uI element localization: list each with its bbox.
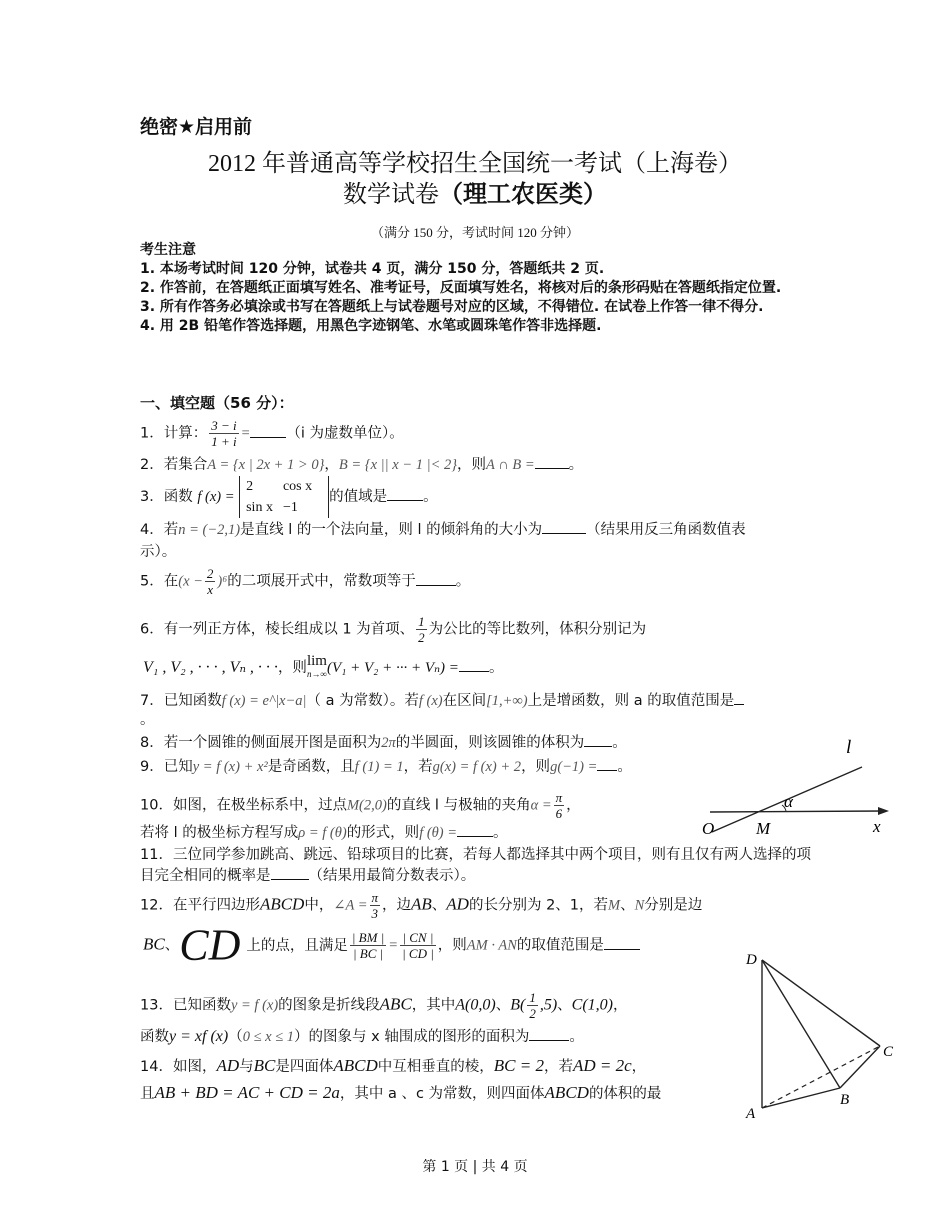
- q14-abcd-2: ABCD: [544, 1083, 589, 1102]
- det-entry: cos x: [282, 479, 313, 494]
- q6-limit: [307, 655, 327, 681]
- det-entry: −1: [282, 500, 298, 515]
- q12-abcd: ABCD: [259, 894, 305, 914]
- question-7: [140, 690, 744, 712]
- q10-point: M(2,0): [346, 797, 387, 814]
- q12-equals: =: [388, 937, 399, 954]
- q8-end: 。: [612, 735, 627, 751]
- exam-title: 2012 年普通高等学校招生全国统一考试（上海卷）: [208, 151, 742, 177]
- q12-ratio2-den: | CD |: [402, 946, 434, 961]
- q12-in: 中，: [304, 897, 334, 914]
- q12-ratio2-num: | CN |: [400, 930, 436, 946]
- q13-domain: 0 ≤ x ≤ 1: [242, 1029, 295, 1045]
- q5-suffix: 的二项展开式中，常数项等于: [227, 573, 416, 590]
- q8-answer-blank: [584, 732, 612, 747]
- q8-prefix: 8．若一个圆锥的侧面展开图是面积为: [140, 735, 382, 751]
- q4-body: 是直线 l 的一个法向量，则 l 的倾斜角的大小为: [240, 522, 543, 538]
- q8-body: 的半圆面，则该圆锥的体积为: [395, 735, 585, 751]
- q12-side: ，边: [382, 897, 412, 914]
- q12-lengths: 的长分别为 2、1，若: [468, 897, 609, 914]
- q12-denominator: 3: [371, 906, 378, 921]
- q3-determinant: [239, 476, 329, 518]
- q13-polyline: 的图象是折线段: [278, 997, 380, 1014]
- q10-line2-c: 。: [493, 825, 508, 841]
- q12-ab: AB: [411, 894, 432, 914]
- question-9: [140, 756, 632, 778]
- q3-end: 。: [423, 489, 438, 505]
- polar-coordinate-figure: [690, 735, 900, 840]
- q14-perp: 中互相垂直的棱，: [377, 1059, 494, 1075]
- q2-then: ，则: [457, 457, 487, 473]
- q7-interval: [1,+∞): [486, 693, 528, 709]
- note-item: 3. 所有作答务必填涂或书写在答题纸上与试卷题号对应的区域，不得错位. 在试卷上作答一律不得分.: [140, 299, 764, 315]
- label-alpha: α: [784, 792, 793, 811]
- q5-prefix: 5．在: [140, 573, 179, 590]
- q13-fraction: [527, 990, 538, 1021]
- q5-answer-blank: [416, 571, 456, 586]
- q9-end: 。: [617, 759, 632, 775]
- q12-ratio1-num: | BM |: [351, 930, 385, 945]
- q6-sum: (V₁ + V₂ + ··· + Vₙ) =: [326, 660, 459, 676]
- question-2: [140, 454, 583, 476]
- edge-db: [762, 960, 840, 1088]
- q13-end2: 。: [569, 1029, 584, 1045]
- q12-fraction: [370, 890, 381, 921]
- label-m: M: [756, 819, 771, 838]
- q12-answer-blank: [604, 935, 640, 950]
- question-14: [140, 1055, 646, 1078]
- axis-arrow: [878, 807, 889, 815]
- q10-line2-b: 的形式，则: [346, 825, 420, 841]
- q12-then: ，则: [437, 937, 467, 954]
- q3-function: f (x) =: [197, 489, 235, 505]
- subject-name: 数学试卷: [343, 180, 439, 208]
- label-x: x: [873, 817, 881, 836]
- q6-end: 。: [488, 660, 504, 676]
- tetrahedron-figure: [740, 948, 900, 1128]
- q12-dot-product: AM · AN: [466, 937, 517, 954]
- q13-prefix: 13．已知函数: [140, 997, 231, 1014]
- q9-expr-2: f (1) = 1: [354, 759, 404, 775]
- question-13-line2: [140, 1026, 584, 1048]
- q7-body-2: 在区间: [442, 693, 487, 709]
- q11-body: 11．三位同学参加跳高、跳远、铅球项目的比赛，若每人都选择其中两个项目，则有且仅有两人选择的项目完全相同的概率是: [140, 847, 811, 884]
- exam-info: （满分 150 分，考试时间 120 分钟）: [370, 225, 579, 240]
- q2-set-a: A = {x | 2x + 1 > 0}: [207, 457, 325, 473]
- q12-sep3: 、: [164, 937, 180, 954]
- q10-f-theta: f (θ) =: [419, 825, 458, 841]
- q4-answer-blank: [542, 519, 586, 534]
- note-item: 4. 用 2B 铅笔作答选择题，用黑色字迹钢笔、水笔或圆珠笔作答非选择题.: [140, 318, 602, 334]
- q13-point-b-open: B(: [510, 996, 526, 1014]
- q5-denominator: x: [207, 582, 214, 597]
- q1-denominator: 1 + i: [211, 434, 237, 449]
- q13-paren-open: （: [228, 1029, 243, 1045]
- q11-answer-blank: [271, 865, 309, 880]
- q12-sep: 、: [431, 897, 447, 914]
- q14-ad-eq: AD = 2c: [572, 1056, 632, 1075]
- question-6: [140, 614, 646, 645]
- q13-denominator: 2: [529, 1006, 536, 1021]
- exam-subject-title: [0, 174, 950, 209]
- candidate-notes: [140, 241, 812, 336]
- subject-category: （理工农医类）: [439, 180, 607, 208]
- edge-dc: [762, 960, 880, 1046]
- secret-label: 绝密★启用前: [140, 116, 253, 138]
- q12-cd-large: CD: [179, 920, 241, 970]
- polar-axis: [710, 811, 885, 812]
- question-10: [140, 790, 581, 821]
- q10-answer-blank: [457, 822, 493, 837]
- q6-line1-start: 6．有一列正方体，棱长组成以 1 为首项、: [140, 621, 415, 638]
- question-12-line2: [143, 920, 640, 970]
- question-13: [140, 990, 627, 1021]
- q1-equals: =: [240, 425, 251, 442]
- q6-then: ，则: [277, 660, 307, 676]
- q12-ratio-1: [350, 930, 386, 961]
- det-entry: sin x: [246, 500, 273, 515]
- q7-fx: f (x): [418, 693, 443, 709]
- q6-volumes: V₁ , V₂ , · · · , Vₙ , · · ·: [143, 659, 278, 676]
- q9-body-3: ，则: [521, 759, 551, 775]
- q6-numerator: 1: [418, 614, 425, 629]
- q12-ratio1-den: | BC |: [352, 946, 384, 961]
- q7-answer-blank: [734, 690, 744, 705]
- q14-sum-eq: AB + BD = AC + CD = 2a: [154, 1083, 340, 1102]
- q13-function: y = f (x): [230, 997, 279, 1014]
- q6-lim-label: lim: [306, 653, 327, 669]
- q14-ad: AD: [216, 1056, 240, 1075]
- q1-prefix: 1．计算：: [140, 425, 208, 442]
- question-8: [140, 732, 627, 754]
- q14-abcd: ABCD: [333, 1056, 378, 1075]
- q9-body-1: 是奇函数，且: [267, 759, 355, 775]
- q12-angle: ∠A =: [333, 897, 368, 914]
- q14-bc-eq: BC = 2: [493, 1056, 544, 1075]
- q12-ad: AD: [446, 894, 469, 914]
- q12-sep2: 、: [620, 897, 635, 914]
- note-item: 1. 本场考试时间 120 分钟，试卷共 4 页，满分 150 分，答题纸共 2 页.: [140, 261, 605, 277]
- q9-answer-blank: [597, 756, 617, 771]
- q13-y-xfx: y = xf (x): [169, 1028, 229, 1045]
- q10-polar-eq: ρ = f (θ): [298, 825, 347, 841]
- q13-abc: ABC: [379, 994, 412, 1014]
- q14-end: ，: [631, 1059, 647, 1075]
- q12-n: N: [634, 897, 645, 914]
- q4-suffix-2: 示）。: [140, 544, 177, 560]
- q9-expr-3: g(x) = f (x) + 2: [432, 759, 522, 775]
- q1-fraction: [209, 418, 238, 449]
- q12-condition: 上的点，且满足: [246, 937, 348, 954]
- q11-suffix: （结果用最简分数表示）。: [308, 868, 476, 884]
- edge-bc: [840, 1046, 880, 1088]
- note-item: 2. 作答前，在答题纸正面填写姓名、准考证号，反面填写姓名，将核对后的条形码贴在答题纸指定位置.: [140, 280, 782, 296]
- q3-suffix: 的值域是: [329, 489, 388, 505]
- q13-end: ，: [612, 997, 628, 1014]
- q10-angle: α =: [530, 797, 552, 814]
- section-heading: 一、填空题（56 分）：: [140, 394, 294, 412]
- edge-ac-hidden: [762, 1046, 880, 1108]
- question-6-line2: [143, 655, 503, 681]
- q2-set-b: B = {x || x − 1 |< 2}: [338, 457, 458, 473]
- question-4: [140, 519, 810, 563]
- vertex-a-label: A: [746, 1106, 756, 1122]
- q14-if: ，若: [543, 1059, 573, 1075]
- q6-line1-end: 为公比的等比数列，体积分别记为: [428, 621, 647, 638]
- q13-point-c: C(1,0): [571, 996, 613, 1014]
- vertex-c-label: C: [883, 1044, 894, 1060]
- q4-suffix: （结果用反三角函数值表: [586, 522, 746, 538]
- q5-end: 。: [455, 573, 471, 590]
- q2-sep: ，: [324, 457, 339, 473]
- question-7-line2: 。: [140, 712, 155, 728]
- q14-and: 与: [239, 1059, 254, 1075]
- q14-bc: BC: [253, 1056, 276, 1075]
- q10-numerator: π: [555, 790, 563, 805]
- q13-numerator: 1: [529, 990, 536, 1005]
- q13-where: ，其中: [411, 997, 456, 1014]
- page-footer: 第 1 页 | 共 4 页: [422, 1159, 528, 1175]
- q5-expr-right: )⁶: [217, 573, 228, 590]
- det-entry: 2: [246, 479, 254, 494]
- q6-ratio-fraction: [416, 614, 427, 645]
- question-14-line2: [140, 1082, 661, 1105]
- q12-numerator: π: [371, 890, 379, 905]
- q12-m: M: [608, 897, 621, 914]
- q13-sep: 、: [495, 997, 511, 1014]
- label-o: O: [702, 819, 715, 838]
- q12-prefix: 12．在平行四边形: [140, 897, 260, 914]
- q7-body-3: 上是增函数，则 a 的取值范围是: [527, 693, 735, 709]
- q9-expr-1: y = f (x) + x²: [192, 759, 268, 775]
- q9-prefix: 9．已知: [140, 759, 193, 775]
- question-12: [140, 890, 702, 921]
- q9-body-2: ，若: [403, 759, 433, 775]
- q12-range: 的取值范围是: [516, 937, 604, 954]
- q13-func-label: 函数: [140, 1029, 169, 1045]
- question-11: [140, 846, 816, 886]
- question-10-line2: [140, 822, 508, 844]
- q14-prefix: 14．如图，: [140, 1059, 217, 1075]
- q2-intersection: A ∩ B =: [486, 457, 535, 473]
- q13-point-b-close: ,5): [539, 996, 558, 1014]
- q1-answer-blank: [250, 423, 286, 438]
- q4-vector: n = (−2,1): [178, 522, 241, 538]
- q6-lim-sub: n→∞: [306, 669, 327, 679]
- q14-tetra: 是四面体: [275, 1059, 334, 1075]
- q7-prefix: 7．已知函数: [140, 693, 222, 709]
- q9-expr-4: g(−1) =: [550, 759, 598, 775]
- q5-fraction: [205, 566, 216, 597]
- q2-prefix: 2．若集合: [140, 457, 208, 473]
- question-5: [140, 566, 470, 597]
- question-3: [140, 476, 438, 518]
- label-l: l: [846, 737, 852, 758]
- q14-and2: 且: [140, 1086, 155, 1102]
- vertex-d-label: D: [746, 952, 757, 968]
- edge-ab: [762, 1088, 840, 1108]
- q13-area-text: ）的图象与 x 轴围成的图形的面积为: [294, 1029, 530, 1045]
- q5-expr-left: (x −: [178, 573, 203, 590]
- q7-function: f (x) = e^|x−a|: [221, 693, 307, 709]
- q10-line2-a: 若将 l 的极坐标方程写成: [140, 825, 299, 841]
- q2-suffix: 。: [568, 457, 584, 473]
- q12-points-on: 分别是边: [644, 897, 703, 914]
- q10-body: 的直线 l 与极轴的夹角: [386, 797, 531, 814]
- q6-denominator: 2: [418, 630, 425, 645]
- q1-suffix: （i 为虚数单位）。: [286, 425, 404, 442]
- q4-prefix: 4．若: [140, 522, 179, 538]
- q10-prefix: 10．如图，在极坐标系中，过点: [140, 797, 347, 814]
- q7-body-1: （ a 为常数）。若: [306, 693, 419, 709]
- q10-fraction: [554, 790, 565, 821]
- q2-answer-blank: [535, 454, 569, 469]
- q1-numerator: 3 − i: [211, 418, 237, 433]
- q10-end: ，: [566, 797, 581, 814]
- q5-numerator: 2: [206, 566, 214, 581]
- q14-constants: ，其中 a 、c 为常数，则四面体: [339, 1086, 545, 1102]
- question-1: [140, 418, 404, 449]
- q13-answer-blank: [529, 1026, 569, 1041]
- q3-prefix: 3．函数: [140, 489, 193, 505]
- q10-denominator: 6: [555, 806, 563, 821]
- q8-area: 2π: [381, 735, 396, 751]
- q6-answer-blank: [459, 657, 489, 672]
- q14-volume-text: 的体积的最: [588, 1086, 662, 1102]
- q3-answer-blank: [387, 486, 423, 501]
- q12-bc: BC: [143, 934, 165, 954]
- notes-heading: 考生注意: [140, 242, 196, 258]
- vertex-b-label: B: [840, 1092, 850, 1108]
- q13-point-a: A(0,0): [455, 996, 496, 1014]
- q13-sep2: 、: [557, 997, 572, 1014]
- q12-ratio-2: [400, 930, 436, 961]
